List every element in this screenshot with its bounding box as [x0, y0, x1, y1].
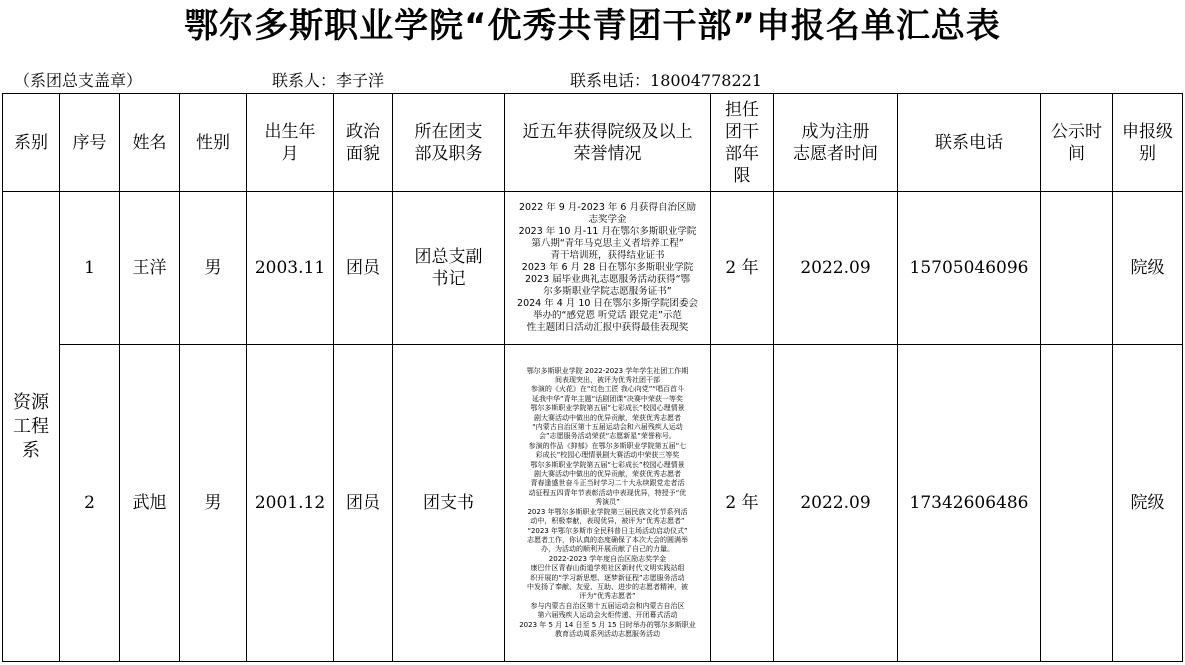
honor-line: 2023 年 5 月 14 日至 5 月 15 日时举办的鄂尔多斯职业	[519, 620, 696, 629]
honor-line: 康巴什区青春山街道学苑社区新时代文明实践站组	[530, 564, 685, 573]
phone-label: 联系电话：	[570, 71, 651, 90]
cell-birth: 2003.11	[247, 192, 334, 345]
honor-line: 动中，积极奉献，表现优异，被评为“优秀志愿者”	[530, 517, 685, 526]
header-dept: 系别	[3, 94, 60, 192]
contact-name: 李子洋	[336, 71, 385, 90]
header-branch: 所在团支 部及职务	[393, 94, 505, 192]
cell-no: 1	[60, 192, 120, 345]
nomination-table	[2, 93, 1183, 662]
cell-no: 2	[60, 345, 120, 662]
honor-line: “内蒙古自治区第十五届运动会和六届残疾人运动	[532, 423, 683, 432]
cell-name: 王洋	[120, 192, 180, 345]
honor-line: 中发扬了奉献、友爱、互助、进步的志愿者精神，被	[527, 582, 688, 591]
honor-line: 志愿者工作，你认真的态度确保了本次大会的圆满举	[527, 535, 688, 544]
cell-level: 院级	[1113, 345, 1183, 662]
cell-birth: 2001.12	[247, 345, 334, 662]
cell-gender: 男	[180, 192, 247, 345]
honor-line: 剧大赛活动中做出的优异贡献，荣获优秀志愿者	[534, 413, 681, 422]
honor-line: 性主题团日活动汇报中获得最佳表现奖	[526, 322, 689, 333]
honor-line: 参演的作品《抑郁》在鄂尔多斯职业学院第五届“七	[528, 441, 687, 450]
honor-line: 参演的《火花》在“红色工匠 我心向党”“唱百首斗	[530, 385, 685, 394]
honor-line: 鄂尔多斯职业学院 2022-2023 学年学生社团工作期	[526, 366, 689, 375]
cell-name: 武旭	[120, 345, 180, 662]
honor-line: 第六届残疾人运动会火炬传递、开闭幕式活动	[537, 611, 678, 620]
cell-honors	[505, 192, 711, 345]
honor-line: 动征程五四青年节表彰活动中表现优异，特授予“优	[528, 488, 687, 497]
honor-line: 第八期“青年马克思主义者培养工程”	[531, 238, 684, 249]
cell-volunteer: 2022.09	[774, 345, 898, 662]
header-no: 序号	[60, 94, 120, 192]
honor-line: 会”志愿服务活动荣获“志愿新星”荣誉称号。	[539, 432, 676, 441]
header-birth: 出生年 月	[247, 94, 334, 192]
phone-number: 18004778221	[650, 71, 762, 90]
header-gender: 性别	[180, 94, 247, 192]
honor-line: 延我中华”青年主题“话剧团课”决赛中荣获一等奖	[532, 394, 683, 403]
seal-note: （系团总支盖章）	[14, 71, 143, 90]
honor-line: 志奖学金	[588, 214, 627, 225]
cell-volunteer: 2022.09	[774, 192, 898, 345]
table-row	[3, 345, 1183, 662]
honor-line: 青春逢盛世奋斗正当时学习二十大永续跟党走者活	[530, 479, 685, 488]
header-row	[3, 94, 1183, 192]
honor-line: 秀演员”	[595, 498, 620, 507]
honor-line: 教育活动周系列活动志愿服务活动	[555, 629, 660, 638]
header-honors: 近五年获得院级及以上 荣誉情况	[505, 94, 711, 192]
header-phone: 联系电话	[898, 94, 1041, 192]
cell-branch: 团总支副 书记	[393, 192, 505, 345]
honor-line: 2022 年 9 月-2023 年 6 月获得自治区励	[519, 202, 696, 213]
header-years: 担任 团干 部年 限	[711, 94, 774, 192]
cell-politics: 团员	[334, 345, 393, 662]
honor-line: “2023 年鄂尔多斯市全民科普日主场活动启动仪式”	[527, 526, 688, 535]
honor-line: 尔多斯职业学院志愿服务证书”	[543, 286, 672, 297]
honor-line: 参与内蒙古自治区第十五届运动会和内蒙古自治区	[530, 601, 685, 610]
contact-phone	[570, 70, 762, 92]
header-name: 姓名	[120, 94, 180, 192]
honor-line: 2022-2023 学年度自治区励志奖学金	[548, 554, 667, 563]
honor-line: 举办的“感党恩 听党话 跟党走”示范	[533, 310, 682, 321]
honor-line: 彩成长”校园心理情景剧大赛活动中荣获三等奖	[535, 451, 680, 460]
honor-line: 评为“优秀志愿者”	[579, 592, 636, 601]
cell-branch: 团支书	[393, 345, 505, 662]
honor-line: 织开展的“学习新思想、逐梦新征程”志愿服务活动	[530, 573, 685, 582]
header-volunteer: 成为注册 志愿者时间	[774, 94, 898, 192]
cell-phone: 15705046096	[898, 192, 1041, 345]
header-publicity: 公示时 间	[1041, 94, 1113, 192]
honor-line: 间表现突出，被评为优秀社团干部	[555, 376, 660, 385]
honor-line: 鄂尔多斯职业学院第五届“七彩成长”校园心理情景	[530, 460, 685, 469]
honor-line: 2023 年鄂尔多斯职业学院第三届民族文化节系列活	[527, 507, 688, 516]
table-row	[3, 192, 1183, 345]
honor-line: 2023 年 10 月-11 月在鄂尔多斯职业学院	[518, 226, 697, 237]
header-politics: 政治 面貌	[334, 94, 393, 192]
cell-honors	[505, 345, 711, 662]
honor-line: 剧大赛活动中做出的优异贡献，荣获优秀志愿者	[534, 470, 681, 479]
contact-person	[272, 70, 384, 92]
contact-label: 联系人：	[272, 71, 337, 90]
cell-level: 院级	[1113, 192, 1183, 345]
cell-years: 2 年	[711, 345, 774, 662]
cell-publicity	[1041, 192, 1113, 345]
honor-line: 2023 届毕业典礼志愿服务活动获得“鄂	[524, 274, 691, 285]
honor-line: 青干培训班，获得结业证书	[550, 250, 665, 261]
cell-gender: 男	[180, 345, 247, 662]
page-title: 鄂尔多斯职业学院“优秀共青团干部”申报名单汇总表	[184, 6, 1001, 46]
honor-line: 2024 年 4 月 10 日在鄂尔多斯学院团委会	[517, 298, 698, 309]
honor-line: 鄂尔多斯职业学院第五届“七彩成长”校园心理情景	[530, 404, 685, 413]
cell-years: 2 年	[711, 192, 774, 345]
cell-politics: 团员	[334, 192, 393, 345]
honor-line: 办，为活动的顺利开展贡献了自己的力量。	[541, 545, 674, 554]
header-level: 申报级 别	[1113, 94, 1183, 192]
department-cell: 资源 工程 系	[3, 192, 60, 662]
cell-publicity	[1041, 345, 1113, 662]
cell-phone: 17342606486	[898, 345, 1041, 662]
honor-line: 2023 年 6 月 28 日在鄂尔多斯职业学院	[521, 262, 694, 273]
